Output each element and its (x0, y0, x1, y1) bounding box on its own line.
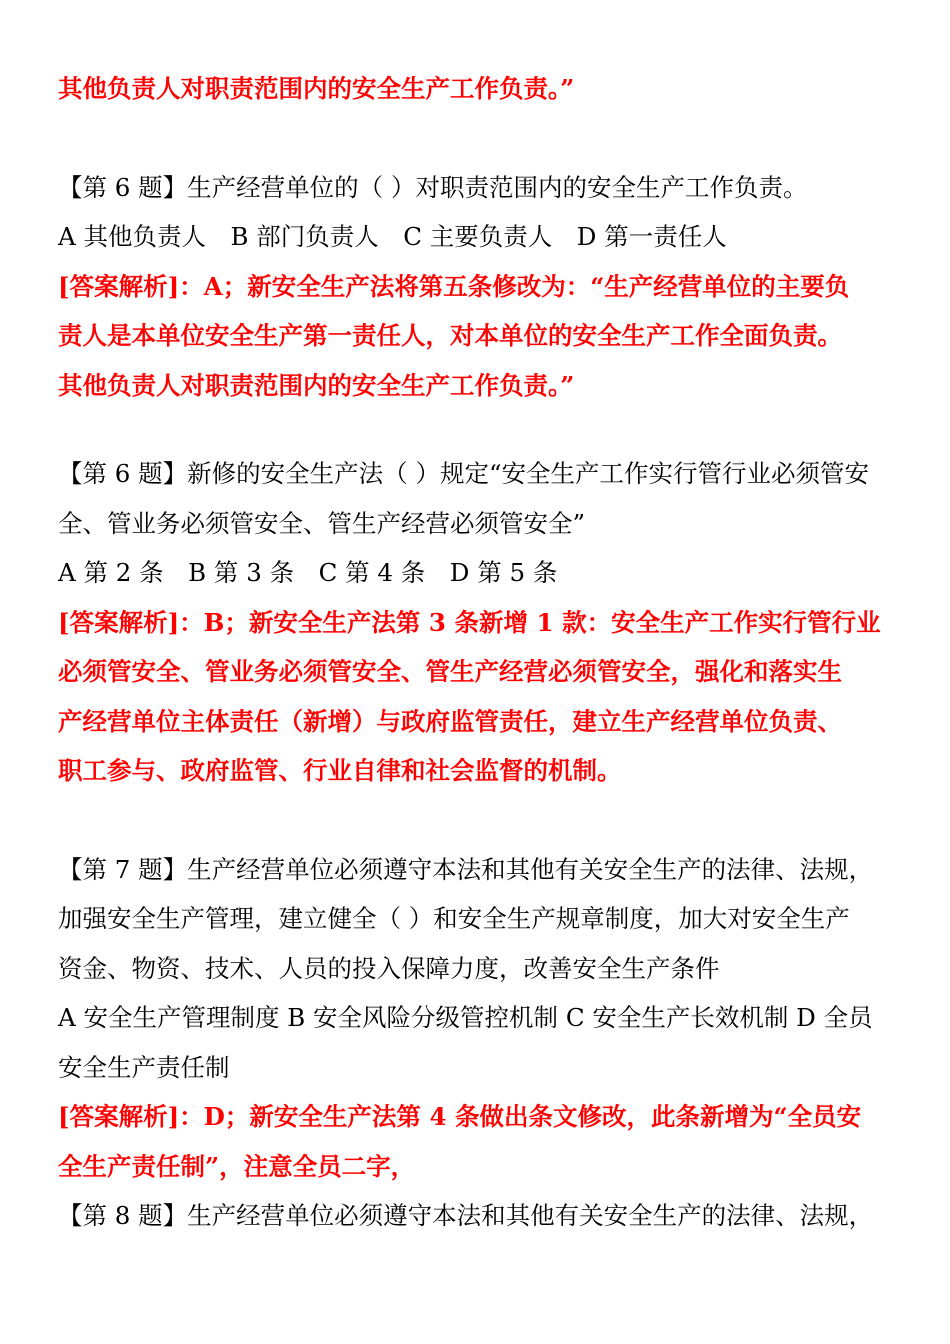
question-7-options-line-1: A 安全生产管理制度 B 安全风险分级管控机制 C 安全生产长效机制 D 全员 (58, 1003, 873, 1032)
question-7-options-line-2: 安全生产责任制 (58, 1052, 230, 1082)
document-page (58, 64, 916, 1241)
answer-6b-line-3: 产经营单位主体责任（新增）与政府监管责任，建立生产经营单位负责、 (58, 706, 842, 736)
question-6b-line-1: 【第 6 题】新修的安全生产法（ ）规定“安全生产工作实行管行业必须管安 (58, 459, 869, 488)
paragraph-spacer (58, 796, 916, 845)
paragraph-spacer (58, 410, 916, 449)
question-7-line-3: 资金、物资、技术、人员的投入保障力度，改善安全生产条件 (58, 953, 720, 983)
question-6b-options: A 第 2 条 B 第 3 条 C 第 4 条 D 第 5 条 (58, 558, 558, 587)
question-7-line-1: 【第 7 题】生产经营单位必须遵守本法和其他有关安全生产的法律、法规， (58, 854, 874, 884)
paragraph-spacer (58, 114, 916, 163)
answer-6a-line-2: 责人是本单位安全生产第一责任人，对本单位的安全生产工作全面负责。 (58, 321, 842, 350)
question-6a-line: 【第 6 题】生产经营单位的（ ）对职责范围内的安全生产工作负责。 (58, 172, 808, 202)
answer-7-line-1: [答案解析]：D；新安全生产法第 4 条做出条文修改，此条新增为“全员安 (58, 1102, 862, 1131)
answer-6a-line-3: 其他负责人对职责范围内的安全生产工作负责。” (58, 370, 575, 400)
question-7-line-2: 加强安全生产管理，建立健全（ ）和安全生产规章制度，加大对安全生产 (58, 904, 850, 933)
answer-6a-line-1: [答案解析]：A；新安全生产法将第五条修改为：“生产经营单位的主要负 (58, 271, 850, 301)
answer-6b-line-2: 必须管安全、管业务必须管安全、管生产经营必须管安全，强化和落实生 (58, 657, 842, 686)
question-6b-line-2: 全、管业务必须管安全、管生产经营必须管安全” (58, 508, 586, 538)
answer-7-line-2: 全生产责任制”，注意全员二字， (58, 1151, 416, 1181)
answer-explanation-line: 其他负责人对职责范围内的安全生产工作负责。” (58, 74, 575, 103)
question-8-line-1: 【第 8 题】生产经营单位必须遵守本法和其他有关安全生产的法律、法规， (58, 1201, 874, 1230)
question-6a-options: A 其他负责人 B 部门负责人 C 主要负责人 D 第一责任人 (58, 222, 727, 251)
answer-6b-line-4: 职工参与、政府监管、行业自律和社会监督的机制。 (58, 756, 622, 785)
answer-6b-line-1: [答案解析]：B；新安全生产法第 3 条新增 1 款：安全生产工作实行管行业 (58, 607, 881, 637)
